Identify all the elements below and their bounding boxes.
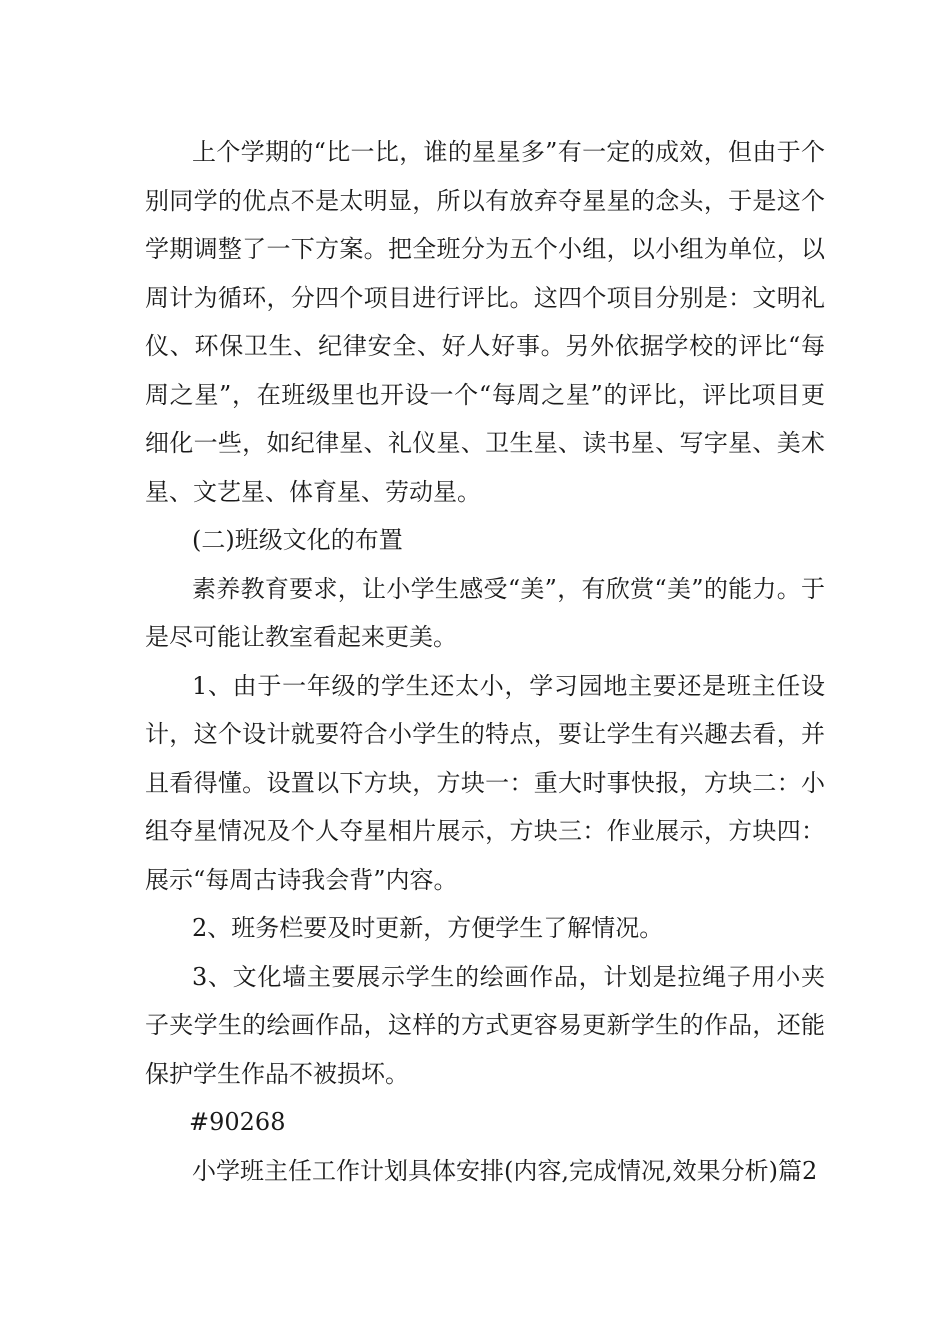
document-body bbox=[145, 128, 825, 1195]
paragraph-culture-wall: 3、文化墙主要展示学生的绘画作品，计划是拉绳子用小夹子夹学生的绘画作品，这样的方式更容易更新学生的作品，还能保护学生作品不被损坏。 bbox=[145, 962, 825, 1088]
paragraph-star-evaluation: 上个学期的“比一比，谁的星星多”有一定的成效，但由于个别同学的优点不是太明显，所以有放弃夺星星的念头，于是这个学期调整了一下方案。把全班分为五个小组，以小组为单位，以周计为循环，分四个项目进行评比。这四个项目分别是：文明礼仪、环保卫生、纪律安全、好人好事。另外依据学校的评比“每周之星”，在班级里也开设一个“每周之星”的评比，评比项目更细化一些，如纪律星、礼仪星、卫生星、读书星、写字星、美术星、文艺星、体育星、劳动星。 bbox=[145, 138, 825, 506]
next-article-title: 小学班主任工作计划具体安排(内容,完成情况,效果分析)篇2 bbox=[192, 1156, 818, 1185]
paragraph-aesthetic-education: 素养教育要求，让小学生感受“美”，有欣赏“美”的能力。于是尽可能让教室看起来更美。 bbox=[145, 574, 825, 651]
document-id: #90268 bbox=[189, 1108, 286, 1136]
paragraph-class-board: 2、班务栏要及时更新，方便学生了解情况。 bbox=[192, 914, 664, 942]
paragraph-learning-garden: 1、由于一年级的学生还太小，学习园地主要还是班主任设计，这个设计就要符合小学生的特点，要让学生有兴趣去看，并且看得懂。设置以下方块，方块一：重大时事快报，方块二：小组夺星情况及个人夺星相片展示，方块三：作业展示，方块四：展示“每周古诗我会背”内容。 bbox=[145, 671, 825, 894]
section-heading-class-culture: (二)班级文化的布置 bbox=[192, 526, 403, 554]
